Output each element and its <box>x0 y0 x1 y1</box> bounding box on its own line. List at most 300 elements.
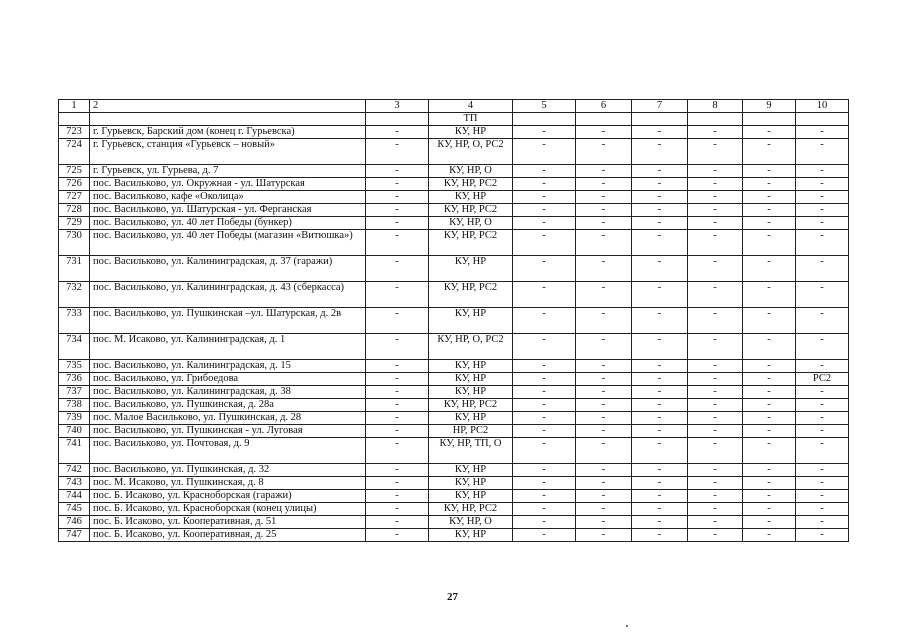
cell-col9: - <box>743 529 796 542</box>
cell-col4: КУ, НР, РС2 <box>429 399 513 412</box>
cell-col3: - <box>366 334 429 360</box>
cell-col9: - <box>743 503 796 516</box>
cell-col4: КУ, НР <box>429 360 513 373</box>
table-row <box>59 204 849 217</box>
cell-col5: - <box>513 438 576 464</box>
cell-number: 743 <box>59 477 90 490</box>
cell-address: пос. Малое Васильково, ул. Пушкинская, д. 28 <box>90 412 366 425</box>
cell-col6: - <box>576 490 632 503</box>
cell-col7: - <box>632 438 688 464</box>
table-row <box>59 256 849 282</box>
cell-address: пос. Васильково, ул. Шатурская - ул. Ферганская <box>90 204 366 217</box>
cell-col9: - <box>743 360 796 373</box>
cell-address: пос. Б. Исаково, ул. Кооперативная, д. 51 <box>90 516 366 529</box>
cell-col6: - <box>576 308 632 334</box>
cell-col6: - <box>576 464 632 477</box>
cell-col7: - <box>632 334 688 360</box>
cell-address: пос. Васильково, ул. Калининградская, д. 38 <box>90 386 366 399</box>
cell-col4: КУ, НР <box>429 256 513 282</box>
cell-address: г. Гурьевск, ул. Гурьева, д. 7 <box>90 165 366 178</box>
cell-col5: - <box>513 425 576 438</box>
cell-col10: - <box>796 425 849 438</box>
table-row <box>59 230 849 256</box>
cell-col9: - <box>743 126 796 139</box>
cell-col8: - <box>688 464 743 477</box>
cell-col4: КУ, НР <box>429 490 513 503</box>
cell-col9: - <box>743 334 796 360</box>
cell-address: пос. Б. Исаково, ул. Красноборская (гаражи) <box>90 490 366 503</box>
cell-address: пос. Б. Исаково, ул. Кооперативная, д. 25 <box>90 529 366 542</box>
cell-col5: - <box>513 230 576 256</box>
cell-col3: - <box>366 464 429 477</box>
table-row <box>59 373 849 386</box>
cell-col9: - <box>743 191 796 204</box>
cell-col10: - <box>796 165 849 178</box>
cell-col6: - <box>576 334 632 360</box>
cell-col3: - <box>366 412 429 425</box>
cell-col7: - <box>632 217 688 230</box>
cell-col5: - <box>513 204 576 217</box>
table-body <box>59 100 849 542</box>
cell-col9: - <box>743 425 796 438</box>
cell-number: 732 <box>59 282 90 308</box>
cell-col8: - <box>688 204 743 217</box>
cell-col5 <box>513 113 576 126</box>
cell-col4: КУ, НР, ТП, О <box>429 438 513 464</box>
cell-col9: - <box>743 490 796 503</box>
table-row <box>59 490 849 503</box>
cell-col8: - <box>688 373 743 386</box>
cell-col8: - <box>688 178 743 191</box>
cell-col9: 9 <box>743 100 796 113</box>
cell-col10: - <box>796 191 849 204</box>
cell-col9: - <box>743 139 796 165</box>
cell-col6: - <box>576 282 632 308</box>
table-row <box>59 334 849 360</box>
cell-address: пос. Б. Исаково, ул. Красноборская (конец улицы) <box>90 503 366 516</box>
cell-col3: - <box>366 178 429 191</box>
cell-col3: 3 <box>366 100 429 113</box>
cell-col4: 4 <box>429 100 513 113</box>
cell-col7: - <box>632 373 688 386</box>
cell-col4: КУ, НР, О <box>429 516 513 529</box>
table-row <box>59 529 849 542</box>
cell-col6: - <box>576 360 632 373</box>
cell-col10: - <box>796 126 849 139</box>
cell-col5: - <box>513 126 576 139</box>
cell-col9: - <box>743 230 796 256</box>
cell-col9: - <box>743 399 796 412</box>
cell-col6: - <box>576 503 632 516</box>
cell-col3: - <box>366 425 429 438</box>
cell-number: 723 <box>59 126 90 139</box>
cell-col10 <box>796 113 849 126</box>
cell-number: 738 <box>59 399 90 412</box>
cell-col3: - <box>366 529 429 542</box>
cell-col7: - <box>632 425 688 438</box>
cell-col6: - <box>576 386 632 399</box>
cell-address: пос. Васильково, ул. Пушкинская, д. 28а <box>90 399 366 412</box>
cell-col5: - <box>513 412 576 425</box>
cell-address: пос. Васильково, ул. Пушкинская - ул. Луговая <box>90 425 366 438</box>
cell-col8: - <box>688 516 743 529</box>
cell-number: 1 <box>59 100 90 113</box>
cell-address: пос. Васильково, ул. Пушкинская –ул. Шатурская, д. 2в <box>90 308 366 334</box>
cell-col10: - <box>796 308 849 334</box>
cell-col5: - <box>513 256 576 282</box>
cell-col10: 10 <box>796 100 849 113</box>
cell-col5: - <box>513 165 576 178</box>
table-row <box>59 282 849 308</box>
cell-number: 741 <box>59 438 90 464</box>
cell-col8: - <box>688 529 743 542</box>
cell-col5: - <box>513 178 576 191</box>
cell-col9: - <box>743 464 796 477</box>
cell-col7: - <box>632 399 688 412</box>
cell-col6: - <box>576 425 632 438</box>
table-row <box>59 191 849 204</box>
cell-col10: - <box>796 178 849 191</box>
cell-col7: - <box>632 139 688 165</box>
cell-col5: - <box>513 217 576 230</box>
cell-col6 <box>576 113 632 126</box>
cell-col7: 7 <box>632 100 688 113</box>
cell-col9: - <box>743 282 796 308</box>
table-row <box>59 425 849 438</box>
cell-address: пос. Васильково, ул. Грибоедова <box>90 373 366 386</box>
cell-col5: - <box>513 529 576 542</box>
cell-col7: - <box>632 178 688 191</box>
cell-address: пос. Васильково, ул. 40 лет Победы (бункер) <box>90 217 366 230</box>
cell-number: 729 <box>59 217 90 230</box>
cell-col7: - <box>632 165 688 178</box>
cell-col3: - <box>366 230 429 256</box>
cell-col7: - <box>632 503 688 516</box>
cell-number: 744 <box>59 490 90 503</box>
table-row <box>59 178 849 191</box>
table-row <box>59 399 849 412</box>
table-row <box>59 438 849 464</box>
cell-col6: - <box>576 256 632 282</box>
cell-col10: - <box>796 386 849 399</box>
cell-col4: КУ, НР, РС2 <box>429 178 513 191</box>
cell-address: пос. Васильково, кафе «Околица» <box>90 191 366 204</box>
cell-col5: - <box>513 373 576 386</box>
cell-col4: КУ, НР <box>429 308 513 334</box>
cell-col7: - <box>632 360 688 373</box>
cell-col4: ТП <box>429 113 513 126</box>
cell-col10: - <box>796 256 849 282</box>
cell-col4: КУ, НР <box>429 412 513 425</box>
cell-col10: - <box>796 282 849 308</box>
cell-number: 746 <box>59 516 90 529</box>
cell-col5: - <box>513 503 576 516</box>
cell-col6: - <box>576 373 632 386</box>
cell-col4: НР, РС2 <box>429 425 513 438</box>
cell-col5: 5 <box>513 100 576 113</box>
cell-col6: - <box>576 178 632 191</box>
cell-col8: - <box>688 230 743 256</box>
cell-col4: КУ, НР <box>429 529 513 542</box>
cell-col8: - <box>688 126 743 139</box>
cell-col9: - <box>743 516 796 529</box>
cell-col10: - <box>796 334 849 360</box>
cell-col3: - <box>366 360 429 373</box>
cell-col7: - <box>632 308 688 334</box>
cell-col6: - <box>576 516 632 529</box>
cell-col7: - <box>632 256 688 282</box>
cell-col8 <box>688 113 743 126</box>
cell-col4: КУ, НР <box>429 373 513 386</box>
cell-col8: - <box>688 308 743 334</box>
cell-col6: - <box>576 165 632 178</box>
cell-col4: КУ, НР, О <box>429 217 513 230</box>
cell-address: пос. Васильково, ул. Окружная - ул. Шатурская <box>90 178 366 191</box>
cell-address: пос. Васильково, ул. Калининградская, д. 43 (сберкасса) <box>90 282 366 308</box>
cell-col3: - <box>366 217 429 230</box>
cell-address: пос. М. Исаково, ул. Пушкинская, д. 8 <box>90 477 366 490</box>
cell-col7: - <box>632 204 688 217</box>
cell-col7: - <box>632 230 688 256</box>
sub-header-row <box>59 113 849 126</box>
table-row <box>59 165 849 178</box>
cell-col9: - <box>743 373 796 386</box>
cell-col10: - <box>796 516 849 529</box>
cell-col6: - <box>576 230 632 256</box>
cell-col3: - <box>366 516 429 529</box>
cell-col5: - <box>513 139 576 165</box>
cell-col7: - <box>632 477 688 490</box>
cell-col4: КУ, НР <box>429 386 513 399</box>
cell-col10: - <box>796 477 849 490</box>
cell-col9: - <box>743 178 796 191</box>
cell-col8: - <box>688 438 743 464</box>
cell-col4: КУ, НР, РС2 <box>429 230 513 256</box>
cell-col8: - <box>688 165 743 178</box>
cell-col3: - <box>366 204 429 217</box>
cell-col7: - <box>632 529 688 542</box>
cell-col8: - <box>688 360 743 373</box>
cell-col8: - <box>688 256 743 282</box>
cell-col7: - <box>632 191 688 204</box>
cell-col3 <box>366 113 429 126</box>
cell-col4: КУ, НР, РС2 <box>429 282 513 308</box>
table-row <box>59 503 849 516</box>
cell-col8: - <box>688 490 743 503</box>
cell-col7: - <box>632 126 688 139</box>
cell-col7: - <box>632 386 688 399</box>
cell-col4: КУ, НР <box>429 464 513 477</box>
cell-col10: - <box>796 204 849 217</box>
cell-number: 739 <box>59 412 90 425</box>
cell-col4: КУ, НР, О <box>429 165 513 178</box>
cell-number: 745 <box>59 503 90 516</box>
cell-col7: - <box>632 282 688 308</box>
cell-col7: - <box>632 412 688 425</box>
cell-col6: - <box>576 204 632 217</box>
cell-col6: - <box>576 529 632 542</box>
cell-col4: КУ, НР, О, РС2 <box>429 334 513 360</box>
page-number: 27 <box>447 591 458 603</box>
table-row <box>59 464 849 477</box>
cell-col9: - <box>743 256 796 282</box>
cell-address: 2 <box>90 100 366 113</box>
cell-address: пос. Васильково, ул. Калининградская, д. 37 (гаражи) <box>90 256 366 282</box>
cell-col9: - <box>743 217 796 230</box>
cell-number: 733 <box>59 308 90 334</box>
cell-number <box>59 113 90 126</box>
cell-col10: - <box>796 217 849 230</box>
cell-number: 737 <box>59 386 90 399</box>
cell-col3: - <box>366 490 429 503</box>
cell-col3: - <box>366 282 429 308</box>
cell-col3: - <box>366 477 429 490</box>
cell-col8: - <box>688 425 743 438</box>
document-table <box>58 99 849 542</box>
cell-col3: - <box>366 126 429 139</box>
cell-col10: - <box>796 399 849 412</box>
cell-col6: - <box>576 126 632 139</box>
cell-address <box>90 113 366 126</box>
cell-col9: - <box>743 204 796 217</box>
cell-number: 735 <box>59 360 90 373</box>
table-row <box>59 126 849 139</box>
cell-address: г. Гурьевск, Барский дом (конец г. Гурьевска) <box>90 126 366 139</box>
cell-col5: - <box>513 464 576 477</box>
table-row <box>59 516 849 529</box>
cell-number: 724 <box>59 139 90 165</box>
cell-number: 747 <box>59 529 90 542</box>
cell-number: 742 <box>59 464 90 477</box>
cell-col9: - <box>743 165 796 178</box>
cell-col7: - <box>632 490 688 503</box>
cell-number: 734 <box>59 334 90 360</box>
cell-col10: РС2 <box>796 373 849 386</box>
cell-col10: - <box>796 490 849 503</box>
cell-col3: - <box>366 373 429 386</box>
cell-col8: - <box>688 399 743 412</box>
cell-col10: - <box>796 139 849 165</box>
cell-col8: 8 <box>688 100 743 113</box>
cell-col6: 6 <box>576 100 632 113</box>
cell-col3: - <box>366 438 429 464</box>
cell-col3: - <box>366 191 429 204</box>
cell-col9 <box>743 113 796 126</box>
cell-col6: - <box>576 438 632 464</box>
cell-col4: КУ, НР <box>429 126 513 139</box>
scan-artifact <box>626 625 628 627</box>
cell-col6: - <box>576 412 632 425</box>
cell-col10: - <box>796 529 849 542</box>
cell-col4: КУ, НР, О, РС2 <box>429 139 513 165</box>
cell-col5: - <box>513 308 576 334</box>
cell-address: пос. Васильково, ул. Почтовая, д. 9 <box>90 438 366 464</box>
cell-col10: - <box>796 503 849 516</box>
cell-col5: - <box>513 360 576 373</box>
cell-col10: - <box>796 360 849 373</box>
cell-number: 727 <box>59 191 90 204</box>
cell-col6: - <box>576 191 632 204</box>
cell-col4: КУ, НР, РС2 <box>429 204 513 217</box>
cell-col8: - <box>688 139 743 165</box>
cell-number: 725 <box>59 165 90 178</box>
cell-col5: - <box>513 490 576 503</box>
cell-col8: - <box>688 191 743 204</box>
table-row <box>59 139 849 165</box>
table-row <box>59 386 849 399</box>
cell-col3: - <box>366 503 429 516</box>
cell-number: 731 <box>59 256 90 282</box>
cell-col8: - <box>688 386 743 399</box>
cell-address: пос. М. Исаково, ул. Калининградская, д. 1 <box>90 334 366 360</box>
table-row <box>59 477 849 490</box>
cell-col5: - <box>513 516 576 529</box>
table-row <box>59 360 849 373</box>
cell-col5: - <box>513 399 576 412</box>
cell-col9: - <box>743 308 796 334</box>
cell-col3: - <box>366 256 429 282</box>
cell-col10: - <box>796 412 849 425</box>
cell-col5: - <box>513 334 576 360</box>
cell-col4: КУ, НР, РС2 <box>429 503 513 516</box>
cell-number: 726 <box>59 178 90 191</box>
cell-col9: - <box>743 438 796 464</box>
cell-col10: - <box>796 438 849 464</box>
cell-col8: - <box>688 412 743 425</box>
cell-col8: - <box>688 217 743 230</box>
cell-col7 <box>632 113 688 126</box>
cell-number: 736 <box>59 373 90 386</box>
cell-col9: - <box>743 477 796 490</box>
column-number-row <box>59 100 849 113</box>
cell-address: пос. Васильково, ул. 40 лет Победы (магазин «Витюшка») <box>90 230 366 256</box>
cell-col5: - <box>513 477 576 490</box>
cell-address: пос. Васильково, ул. Калининградская, д. 15 <box>90 360 366 373</box>
cell-col3: - <box>366 165 429 178</box>
cell-col3: - <box>366 386 429 399</box>
cell-col6: - <box>576 217 632 230</box>
cell-col10: - <box>796 464 849 477</box>
cell-col8: - <box>688 334 743 360</box>
cell-col10: - <box>796 230 849 256</box>
cell-col4: КУ, НР <box>429 191 513 204</box>
cell-number: 740 <box>59 425 90 438</box>
cell-col8: - <box>688 477 743 490</box>
cell-col5: - <box>513 386 576 399</box>
table-row <box>59 308 849 334</box>
cell-col3: - <box>366 399 429 412</box>
cell-col6: - <box>576 139 632 165</box>
cell-col9: - <box>743 412 796 425</box>
cell-col6: - <box>576 477 632 490</box>
table-row <box>59 412 849 425</box>
cell-number: 730 <box>59 230 90 256</box>
cell-col6: - <box>576 399 632 412</box>
cell-col4: КУ, НР <box>429 477 513 490</box>
cell-address: г. Гурьевск, станция «Гурьевск – новый» <box>90 139 366 165</box>
cell-col9: - <box>743 386 796 399</box>
cell-col5: - <box>513 282 576 308</box>
cell-address: пос. Васильково, ул. Пушкинская, д. 32 <box>90 464 366 477</box>
cell-col5: - <box>513 191 576 204</box>
cell-col8: - <box>688 503 743 516</box>
table-row <box>59 217 849 230</box>
cell-col3: - <box>366 308 429 334</box>
cell-col7: - <box>632 516 688 529</box>
cell-col3: - <box>366 139 429 165</box>
cell-col8: - <box>688 282 743 308</box>
cell-number: 728 <box>59 204 90 217</box>
